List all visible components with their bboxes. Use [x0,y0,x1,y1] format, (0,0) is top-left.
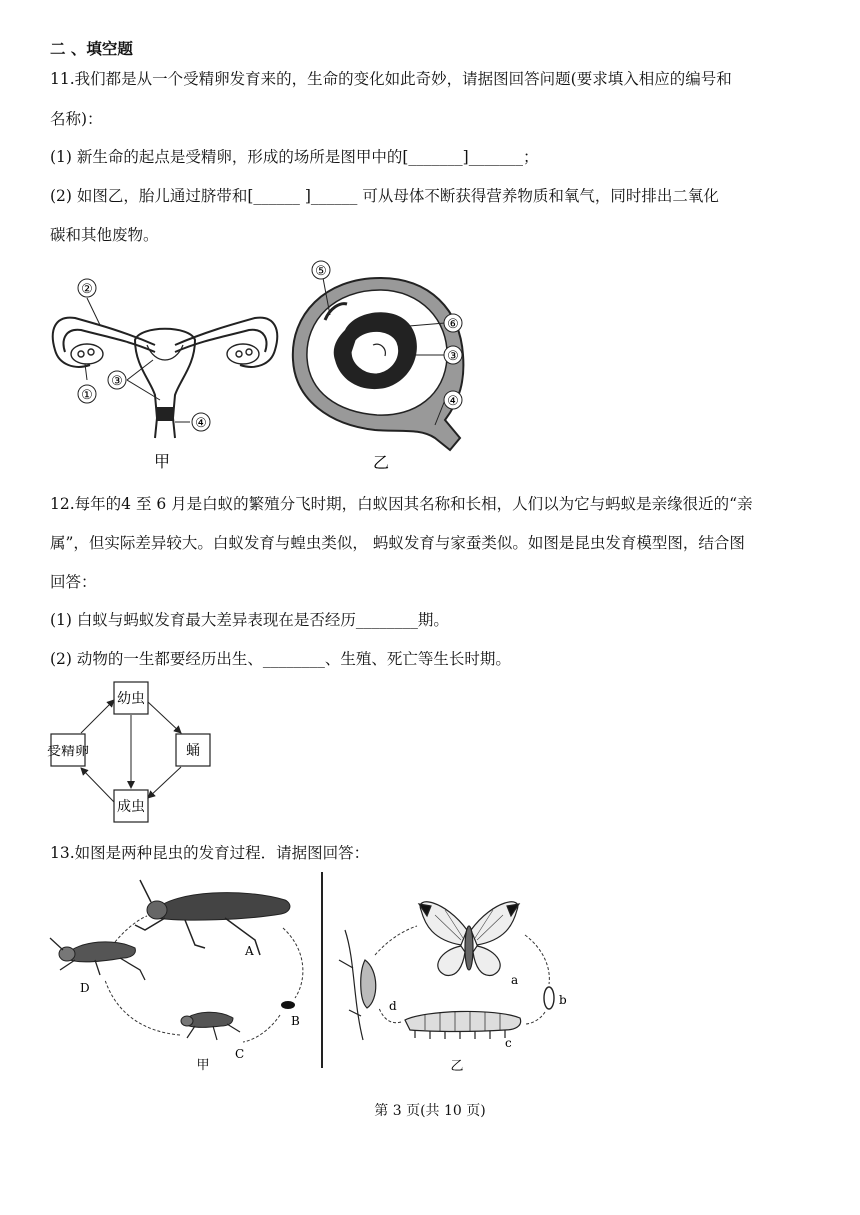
adult-label: 成虫 [117,799,145,815]
label-a: a [511,973,519,987]
q11-part1: (1) 新生命的起点是受精卵，形成的场所是图甲中的[_______]_______； [50,148,539,166]
egg-label: 受精卵 [47,744,84,758]
q12-part2: (2) 动物的一生都要经历出生、________、生殖、死亡等生长时期。 [50,650,511,668]
label-c: c [505,1036,512,1050]
pupa-label: 蛹 [186,743,200,759]
q12-stem-line3: 回答： [50,573,97,591]
label-4: ④ [195,416,207,431]
label-b: b [559,993,567,1007]
label-d: d [389,999,397,1013]
figure-divider [321,872,323,1068]
larva-label: 幼虫 [117,691,145,707]
label-B: B [291,1014,300,1028]
label-A: A [245,944,254,958]
label-5: ⑤ [315,264,327,279]
q11-stem-line2: 名称)： [50,110,103,128]
q13-stem: 13.如图是两种昆虫的发育过程．请据图回答： [50,844,370,862]
label-3b: ③ [447,349,459,364]
label-3: ③ [111,374,123,389]
q12-stem-line2: 属”，但实际差异较大。白蚁发育与蝗虫类似， 蚂蚁发育与家蚕类似。如图是昆虫发育模型图，结合图 [50,534,745,552]
figure-caption-jia: 甲 [153,452,171,471]
q11-stem-line1: 11.我们都是从一个受精卵发育来的，生命的变化如此奇妙，请据图回答问题(要求填入相应的编号和 [50,70,732,88]
label-C: C [235,1047,245,1061]
figure-butterfly-development [335,890,580,1075]
page-footer: 第 3 页(共 10 页) [374,1103,486,1119]
figure-grasshopper-development [45,870,315,1075]
label-1: ① [81,388,93,403]
label-4b: ④ [447,394,459,409]
q12-stem-line1: 12.每年的4 至 6 月是白蚁的繁殖分飞时期，白蚁因其名称和长相，人们以为它与蚂蚁是亲缘很近的“亲 [50,495,753,513]
figure-caption-yi: 乙 [372,453,390,472]
label-6: ⑥ [447,317,459,332]
section-title: 二 、填空题 [50,40,133,58]
q11-part2-line2: 碳和其他废物。 [50,226,159,244]
figure-fetus-in-uterus [285,260,480,475]
figure-female-reproductive-system [45,270,285,475]
label-D: D [80,981,90,995]
q12-part1: (1) 白蚁与蚂蚁发育最大差异表现在是否经历________期。 [50,611,449,629]
figure-caption-yi-13: 乙 [450,1059,464,1074]
label-2: ② [81,282,93,297]
insect-development-diagram [45,678,225,828]
figure-caption-jia-13: 甲 [196,1058,210,1073]
q11-part2-line1: (2) 如图乙，胎儿通过脐带和[______ ]______ 可从母体不断获得营养物质和氧气，同时排出二氧化 [50,187,719,205]
